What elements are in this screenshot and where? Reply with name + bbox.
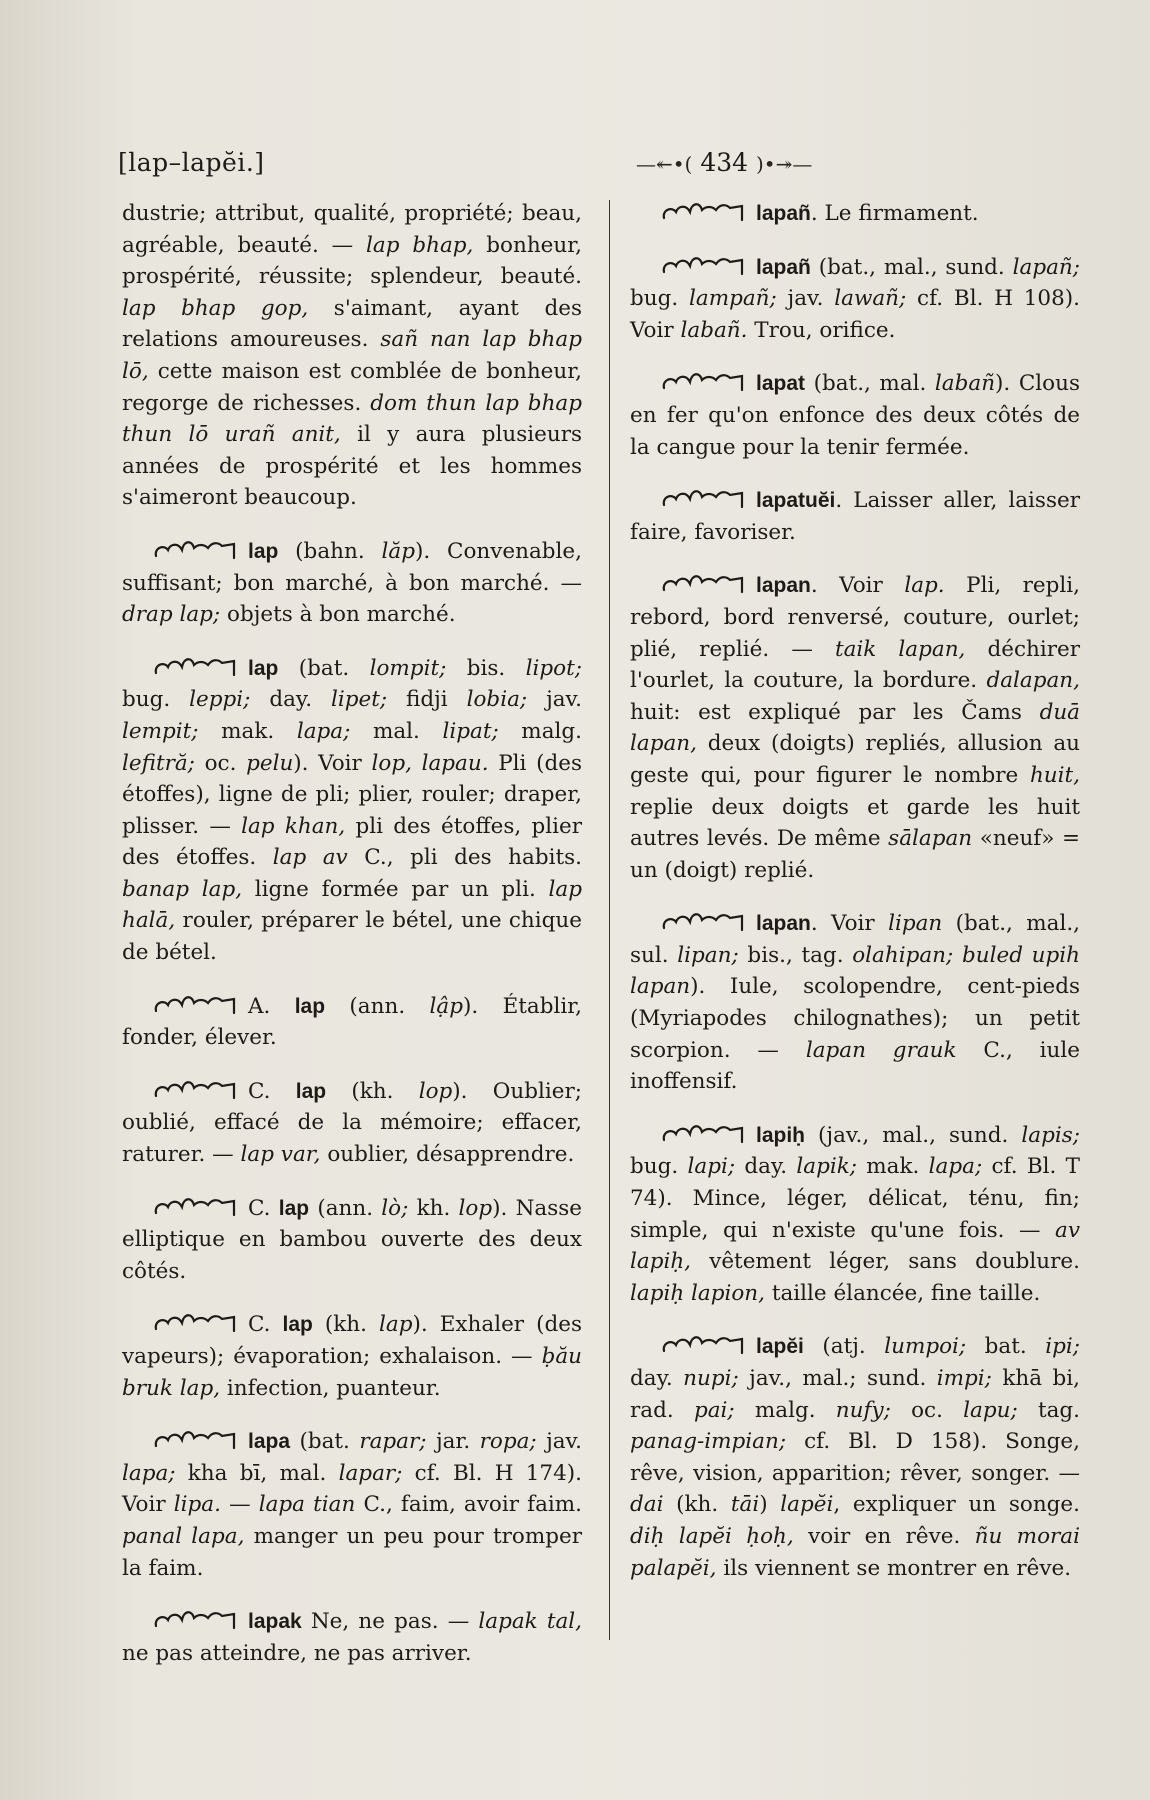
italic-term: sañ nan lap bhap lō, [122,327,582,384]
entry-text: voir en rêve. [793,1523,975,1549]
dictionary-entry [630,1331,1080,1584]
entry-text: (kh. [663,1492,731,1518]
cham-script-icon [660,908,746,934]
entry-text: . Laisser aller, laisser faire, favoriser. [630,488,1080,545]
entry-text: manger un peu pour tromper la faim. [122,1523,582,1581]
entry-indent [630,488,660,513]
entry-text: huit: est expliqué par les Čams [630,699,1040,725]
headword: lap [248,656,279,680]
dictionary-entry [122,653,582,969]
cham-script-icon [152,1426,238,1452]
entry-text: oublier, désapprendre. [320,1142,575,1168]
entry-text: fidji [387,687,467,713]
italic-term: lipa. [173,1492,221,1518]
italic-term: olahipan; [852,942,954,968]
italic-term: dom thun lap bhap thun lō urañ anit, [122,390,582,448]
dictionary-entry [122,1076,582,1171]
dictionary-entry [630,368,1080,463]
entry-text: C. [248,1312,283,1338]
italic-term: lapa; [296,718,351,744]
entry-continuation [122,198,582,514]
headword: lapa [248,1430,291,1454]
headword: lapatuĕi [756,489,836,513]
entry-text: (bat., mal. [805,371,935,397]
entry-text: ). Oublier; oublié, effacé de la mémoire; effacer, raturer. — [122,1078,582,1168]
italic-term: lap halā, [122,876,582,934]
entry-text [953,943,962,968]
entry-text: ). Clous en fer qu'on enfonce des deux côtés de la cangue pour la tenir fermée. [630,371,1080,460]
entry-text: malg. [734,1397,836,1423]
entry-text: mal. [350,718,443,744]
cham-script-icon [660,368,746,394]
italic-term: lapan grauk [805,1037,957,1063]
entry-text: bis., tag. [738,942,853,968]
italic-term: duā lapan, [630,699,1080,757]
entry-text: (bat. [278,655,370,681]
italic-term: lap bhap, [366,232,474,258]
entry-text: jav. [776,286,835,312]
italic-term: buled upih lapan [630,942,1080,1000]
entry-text: pli des étoffes, plier des étoffes. [122,813,582,871]
italic-term: pelu [246,750,294,776]
italic-term: lap av [272,845,348,871]
entry-text: malg. [498,718,582,744]
ornament-right: )•↠— [755,152,813,176]
entry-indent [122,1079,152,1104]
dictionary-entry [122,1426,582,1584]
entry-text: tag. [1017,1397,1080,1423]
headword: lapan [756,912,811,936]
dictionary-entry [630,252,1080,347]
entry-text: s'aimant, ayant des relations amoureuses. [122,295,582,353]
cham-script-icon [152,1309,238,1335]
entry-text: C., pli des habits. [347,845,582,871]
entry-text: bonheur, prospérité, réussite; splendeur, beauté. [122,232,582,290]
entry-text: jav. [527,687,582,713]
cham-script-icon [660,570,746,596]
entry-indent [630,911,660,936]
entry-text: taille élancée, fine taille. [764,1280,1041,1306]
headword: lapiḥ [756,1123,806,1147]
italic-term: ropa; [479,1429,537,1455]
dictionary-entry [122,536,582,631]
italic-term: pai; [693,1397,735,1423]
headword: lapĕi [756,1335,804,1359]
dictionary-entry [630,485,1080,548]
italic-term: tāi [730,1492,760,1518]
entry-text: oc. [890,1397,964,1423]
italic-term: leppi; [189,687,251,713]
headword: lapak [248,1610,302,1634]
entry-text: ). Convenable, suffisant; bon marché, à bon marché. — [122,538,582,596]
italic-term: lò; [381,1195,409,1221]
entry-indent [630,573,660,598]
italic-term: lapi; [687,1154,736,1180]
entry-text: objets à bon marché. [220,602,456,628]
entry-text: bat. [966,1334,1046,1360]
entry-text: cf. Bl. D 158). Songe, rêve, vision, apparition; rêver, songer. — [630,1429,1080,1486]
entry-text: cf. Bl. H 108). Voir [630,286,1080,343]
italic-term: lap bhap gop, [122,295,309,321]
entry-text: ). Exhaler (des vapeurs); évaporation; exhalaison. — [122,1312,582,1369]
italic-term: dai [630,1492,664,1518]
entry-text: rouler, préparer le bétel, une chique de bétel. [122,908,582,966]
headword: lapañ [756,255,811,279]
entry-text: cette maison est comblée de bonheur, regorge de richesses. [122,358,582,416]
italic-term: lapis; [1021,1122,1080,1148]
headword: lap [282,1313,313,1337]
italic-term: lop [458,1195,493,1221]
entry-text: ligne formée par un pli. [242,876,549,902]
italic-term: ñu morai palapĕi, [630,1523,1080,1581]
entry-text: khā bi, rad. [630,1366,1080,1423]
entry-text: oc. [194,750,247,776]
italic-term: lapar; [338,1460,403,1486]
entry-text: Pli, repli, rebord, bord renversé, couture, ourlet; plié, replié. — [630,573,1081,662]
italic-term: huit, [1029,762,1080,788]
italic-term: banap lap, [122,876,243,902]
entry-indent [122,1312,152,1337]
italic-term: taik lapan, [834,636,966,662]
cham-script-icon [152,653,238,679]
entry-text: (ann. [309,1195,382,1221]
entry-indent [630,371,660,396]
entry-text: déchirer l'ourlet, la couture, la bordure. [630,636,1081,694]
entry-text: (kh. [326,1078,419,1104]
italic-term: lipot; [525,655,582,681]
cham-script-icon [152,536,238,562]
entry-indent [630,201,660,226]
entry-text: Ne, ne pas. — [301,1609,479,1635]
italic-term: lefitră; [122,750,195,776]
entry-text: C., faim, avoir faim. [355,1492,582,1518]
italic-term: sālapan [888,826,973,852]
italic-term: lapik; [796,1154,857,1180]
italic-term: lapĕi [780,1492,834,1518]
page-number-line [636,148,812,177]
italic-term: lempit; [122,718,199,744]
entry-text: day. [250,687,331,713]
italic-term: lap var, [240,1142,321,1168]
entry-text: Pli (des étoffes), ligne de pli; plier, rouler; draper, plisser. — [122,750,582,839]
italic-term: lapa; [122,1460,176,1486]
entry-text: il y aura plusieurs années de prospérité et les hommes s'aimeront beaucoup. [122,422,583,511]
entry-text: (jav., mal., sund. [805,1122,1022,1148]
entry-text: bug. [630,286,689,312]
entry-indent [122,539,152,564]
entry-text: C. [248,1078,296,1104]
entry-indent [122,1196,152,1221]
dictionary-entry [122,1309,582,1404]
cham-script-icon [660,198,746,224]
dictionary-entry [122,1606,582,1669]
cham-script-icon [660,1120,746,1146]
italic-term: lapañ; [1012,254,1080,280]
italic-term: lipan [888,911,943,937]
cham-script-icon [152,1606,238,1632]
entry-text: bis. [446,655,526,681]
italic-term: lawañ; [834,286,907,312]
entry-text: ). Nasse elliptique en bambou ouverte des deux côtés. [122,1195,582,1284]
italic-term: lapak tal, [478,1609,583,1635]
italic-term: lapu; [963,1397,1018,1423]
entry-text: deux (doigts) repliés, allusion au geste qui, pour figurer le nombre [630,731,1080,788]
headword: lap [248,539,279,563]
entry-text: ils viennent se montrer en rêve. [716,1555,1072,1581]
entry-text: A. [248,993,295,1019]
cham-script-icon [660,485,746,511]
entry-text: (bat., mal., sul. [630,911,1080,968]
italic-term: labañ. [680,317,748,343]
column-divider [609,200,610,1640]
entry-text: kha bī, mal. [175,1460,339,1486]
entry-text: . Voir [810,573,905,599]
entry-text: day. [735,1154,797,1180]
entry-indent [630,1334,660,1359]
entry-text: jar. [426,1429,480,1455]
italic-term: panal lapa, [122,1523,245,1549]
italic-term: lipan; [677,942,739,968]
entry-text: vêtement léger, sans doublure. [691,1249,1080,1275]
italic-term: lumpoi; [884,1334,967,1360]
entry-text: (atj. [803,1334,885,1360]
right-column [630,198,1080,1606]
italic-term: lop [418,1078,453,1104]
entry-text: ). Iule, scolopendre, cent-pieds (Myriapodes chilognathes); un petit scorpion. — [630,974,1080,1063]
headword: lap [295,1079,327,1103]
dictionary-entry [630,1120,1080,1310]
italic-term: lập [429,993,463,1019]
entry-text: ne pas atteindre, ne pas arriver. [122,1640,472,1666]
italic-term: lipat; [442,718,499,744]
italic-term: nufy; [835,1397,891,1423]
italic-term: lampañ; [689,286,777,312]
italic-term: labañ [934,371,996,397]
italic-term: lompit; [369,655,447,681]
entry-text: — [220,1492,259,1518]
italic-term: diḥ lapĕi ḥoḥ, [630,1523,794,1549]
italic-term: lobia; [466,687,528,713]
entry-text: Trou, orifice. [747,317,896,343]
italic-term: lapiḥ lapion, [630,1280,765,1306]
entry-text: day. [630,1366,684,1391]
italic-term: panag-impian; [630,1429,787,1455]
entry-text: replie deux doigts et garde les huit autres levés. De même [630,794,1080,852]
headword: lap [278,1196,310,1220]
dictionary-entry [122,991,582,1054]
cham-script-icon [660,1331,746,1357]
italic-term: lapa tian [258,1492,356,1518]
entry-text: (ann. [325,993,430,1019]
italic-term: lăp [381,538,415,564]
italic-term: lop, lapau. [371,750,489,776]
entry-text: (bahn. [278,538,382,564]
headword: lapan [756,574,811,598]
entry-indent [122,1429,152,1454]
headword: lapat [756,372,806,396]
italic-term: rapar; [359,1429,427,1455]
italic-term: dalapan, [986,668,1080,694]
dictionary-entry [630,908,1080,1098]
italic-term: nupi; [683,1366,739,1391]
headword: lapañ [756,202,811,225]
entry-text: ) [759,1492,781,1518]
entry-text: «neuf» = un (doigt) replié. [630,826,1080,883]
entry-text: bug. [630,1154,688,1180]
dictionary-entry [122,1193,582,1288]
entry-text: C. [248,1195,279,1221]
page-number: 434 [700,148,749,177]
entry-text: ). Établir, fonder, élever. [122,993,582,1051]
entry-indent [122,1609,152,1634]
entry-text: (bat., mal., sund. [810,254,1013,280]
entry-text: infection, puanteur. [220,1375,441,1401]
entry-text: , expliquer un songe. [833,1492,1080,1518]
entry-indent [122,994,152,1019]
page-header [118,148,1090,188]
ornament-left: —↞•( [636,152,693,176]
entry-indent [630,255,660,280]
dictionary-entry [630,198,1080,230]
italic-term: lap khan, [241,813,346,839]
italic-term: av lapiḥ, [630,1217,1080,1275]
italic-term: lapa; [928,1154,983,1180]
entry-text: dustrie; attribut, qualité, propriété; beau, agréable, beauté. — [122,201,582,258]
cham-script-icon [152,1193,238,1219]
italic-term: ipi; [1045,1334,1080,1360]
italic-term: drap lap; [122,602,221,628]
entry-text: ). Voir [293,750,372,776]
cham-script-icon [152,1076,238,1102]
entry-text: cf. Bl. H 174). Voir [122,1460,582,1518]
entry-indent [630,1123,660,1148]
entry-text: . Le firmament. [810,201,979,226]
cham-script-icon [660,252,746,278]
entry-text: . Voir [810,911,889,937]
entry-text: mak. [857,1154,929,1180]
entry-text: C., iule inoffensif. [630,1037,1080,1095]
entry-text: bug. [122,687,190,713]
dictionary-entry [630,570,1080,886]
entry-text: (bat. [290,1429,360,1455]
italic-term: lipet; [330,687,388,713]
italic-term: lap [379,1312,413,1338]
entry-text: cf. Bl. T 74). Mince, léger, délicat, ténu, fin; simple, qui n'existe qu'une fois. — [630,1154,1081,1243]
italic-term: impi; [936,1366,992,1391]
entry-text: jav., mal.; sund. [738,1366,937,1391]
italic-term: ḅău bruk lap, [122,1344,582,1401]
headword: lap [294,994,326,1018]
entry-text: mak. [198,718,297,744]
italic-term: lap. [904,573,945,599]
entry-text: (kh. [312,1312,379,1338]
entry-indent [122,656,152,681]
running-head: [lap–lapĕi.] [118,148,265,177]
left-column [122,198,582,1691]
cham-script-icon [152,991,238,1017]
entry-text: jav. [536,1429,582,1455]
entry-text: kh. [408,1195,459,1221]
